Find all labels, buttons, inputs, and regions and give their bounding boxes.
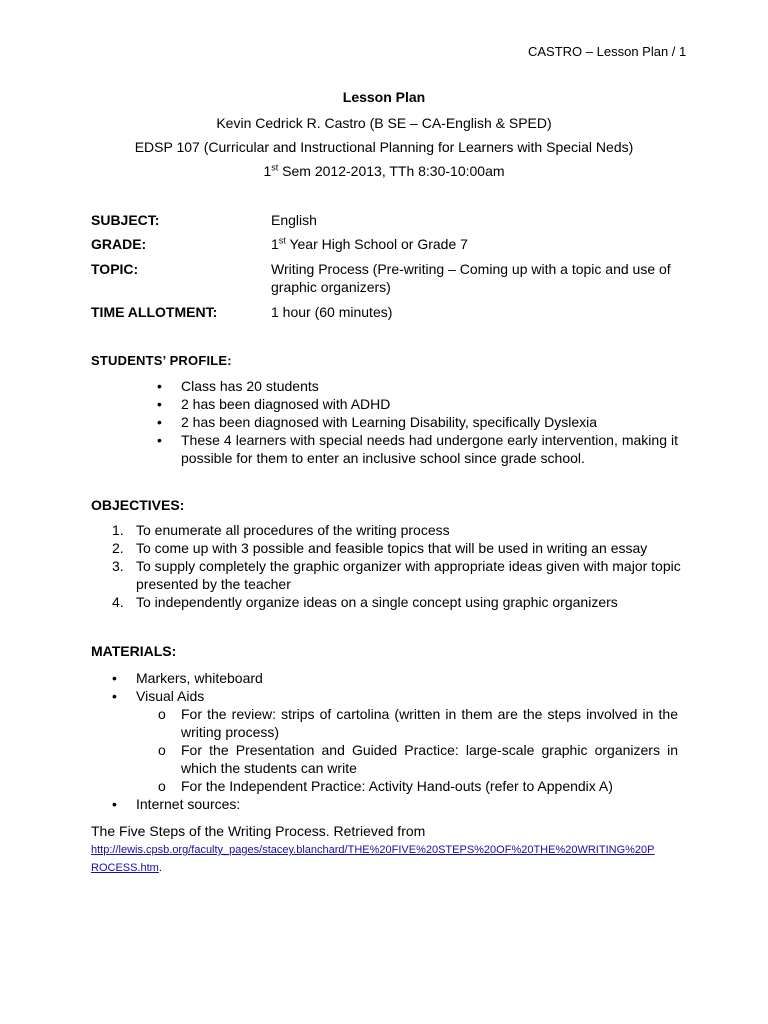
list-item: • Visual Aids o For the review: strips of cartolina (written in them are the steps involved in the writing process) o For the Presentation and Guided Practice: large-scale graphic organizers in which the students can write o For the Independent Practice: Activity Hand-outs (refer to Appendix A) xyxy=(112,688,678,794)
list-item: 1. To enumerate all procedures of the writing process xyxy=(112,522,450,538)
list-item: 2. To come up with 3 possible and feasible topics that will be used in writing an essay xyxy=(112,540,648,556)
list-number: 4. xyxy=(112,594,124,610)
profile-list xyxy=(157,377,678,467)
grade-value xyxy=(271,235,468,253)
bullet-icon: • xyxy=(157,396,162,412)
list-item: o For the Independent Practice: Activity Hand-outs (refer to Appendix A) xyxy=(158,778,613,794)
grade-label: GRADE: xyxy=(91,236,147,252)
source-link[interactable]: http://lewis.cpsb.org/faculty_pages/stacey.blanchard/THE%20FIVE%20STEPS%20OF%20THE%20WRITING%20P ROCESS.htm xyxy=(91,844,655,874)
grade-sup: st xyxy=(278,235,286,246)
course-line: EDSP 107 (Curricular and Instructional Planning for Learners with Special Neds) xyxy=(134,139,634,155)
visual-aids-sublist xyxy=(136,705,678,795)
list-item: o For the Presentation and Guided Practice: large-scale graphic organizers in which the students can write xyxy=(158,742,678,776)
sub-bullet-icon: o xyxy=(158,706,166,722)
bullet-icon: • xyxy=(157,378,162,394)
grade-num: 1 xyxy=(271,236,279,252)
list-item: • Markers, whiteboard xyxy=(112,670,263,686)
document-title: Lesson Plan xyxy=(342,89,426,105)
objectives-heading: OBJECTIVES: xyxy=(91,497,185,513)
subject-label: SUBJECT: xyxy=(91,212,160,228)
sub-bullet-icon: o xyxy=(158,742,166,758)
list-number: 2. xyxy=(112,540,124,556)
semester-num: 1 xyxy=(263,163,272,179)
grade-rest: Year High School or Grade 7 xyxy=(285,236,468,252)
sub-bullet-icon: o xyxy=(158,778,166,794)
bullet-icon: • xyxy=(112,688,117,704)
materials-list xyxy=(112,669,681,813)
list-number: 3. xyxy=(112,558,124,574)
author-line: Kevin Cedrick R. Castro (B SE – CA-English & SPED) xyxy=(216,115,552,131)
semester-line xyxy=(0,162,768,180)
subject-value: English xyxy=(271,212,317,228)
list-item: 4. To independently organize ideas on a single concept using graphic organizers xyxy=(112,594,618,610)
semester-sup: st xyxy=(271,162,279,173)
source-link-block: http://lewis.cpsb.org/faculty_pages/stacey.blanchard/THE%20FIVE%20STEPS%20OF%20THE%20WRITING%20P ROCESS.htm. xyxy=(91,844,655,874)
semester-rest: Sem 2012-2013, TTh 8:30-10:00am xyxy=(278,163,505,179)
materials-heading: MATERIALS: xyxy=(91,643,177,659)
time-allotment-label: TIME ALLOTMENT: xyxy=(91,304,218,320)
list-item: • These 4 learners with special needs had undergone early intervention, making it possible for them to enter an inclusive school since grade school. xyxy=(157,432,678,466)
profile-heading: STUDENTS’ PROFILE: xyxy=(91,353,232,368)
topic-label: TOPIC: xyxy=(91,261,139,277)
list-item: • 2 has been diagnosed with Learning Disability, specifically Dyslexia xyxy=(157,414,598,430)
time-allotment-value: 1 hour (60 minutes) xyxy=(271,304,393,320)
list-item: • Class has 20 students xyxy=(157,378,319,394)
source-text: The Five Steps of the Writing Process. Retrieved from xyxy=(91,823,426,839)
bullet-icon: • xyxy=(157,414,162,430)
objectives-list xyxy=(112,521,681,611)
list-item: o For the review: strips of cartolina (written in them are the steps involved in the writing process) xyxy=(158,706,678,740)
bullet-icon: • xyxy=(112,670,117,686)
bullet-icon: • xyxy=(157,432,162,448)
list-item: • Internet sources: xyxy=(112,796,241,812)
bullet-icon: • xyxy=(112,796,117,812)
topic-value: Writing Process (Pre-writing – Coming up with a topic and use of graphic organizers) xyxy=(271,261,671,295)
list-item: • 2 has been diagnosed with ADHD xyxy=(157,396,391,412)
list-item: 3. To supply completely the graphic organizer with appropriate ideas given with major topic presented by the teacher xyxy=(112,558,681,592)
list-number: 1. xyxy=(112,522,124,538)
running-head: CASTRO – Lesson Plan / 1 xyxy=(528,44,687,59)
